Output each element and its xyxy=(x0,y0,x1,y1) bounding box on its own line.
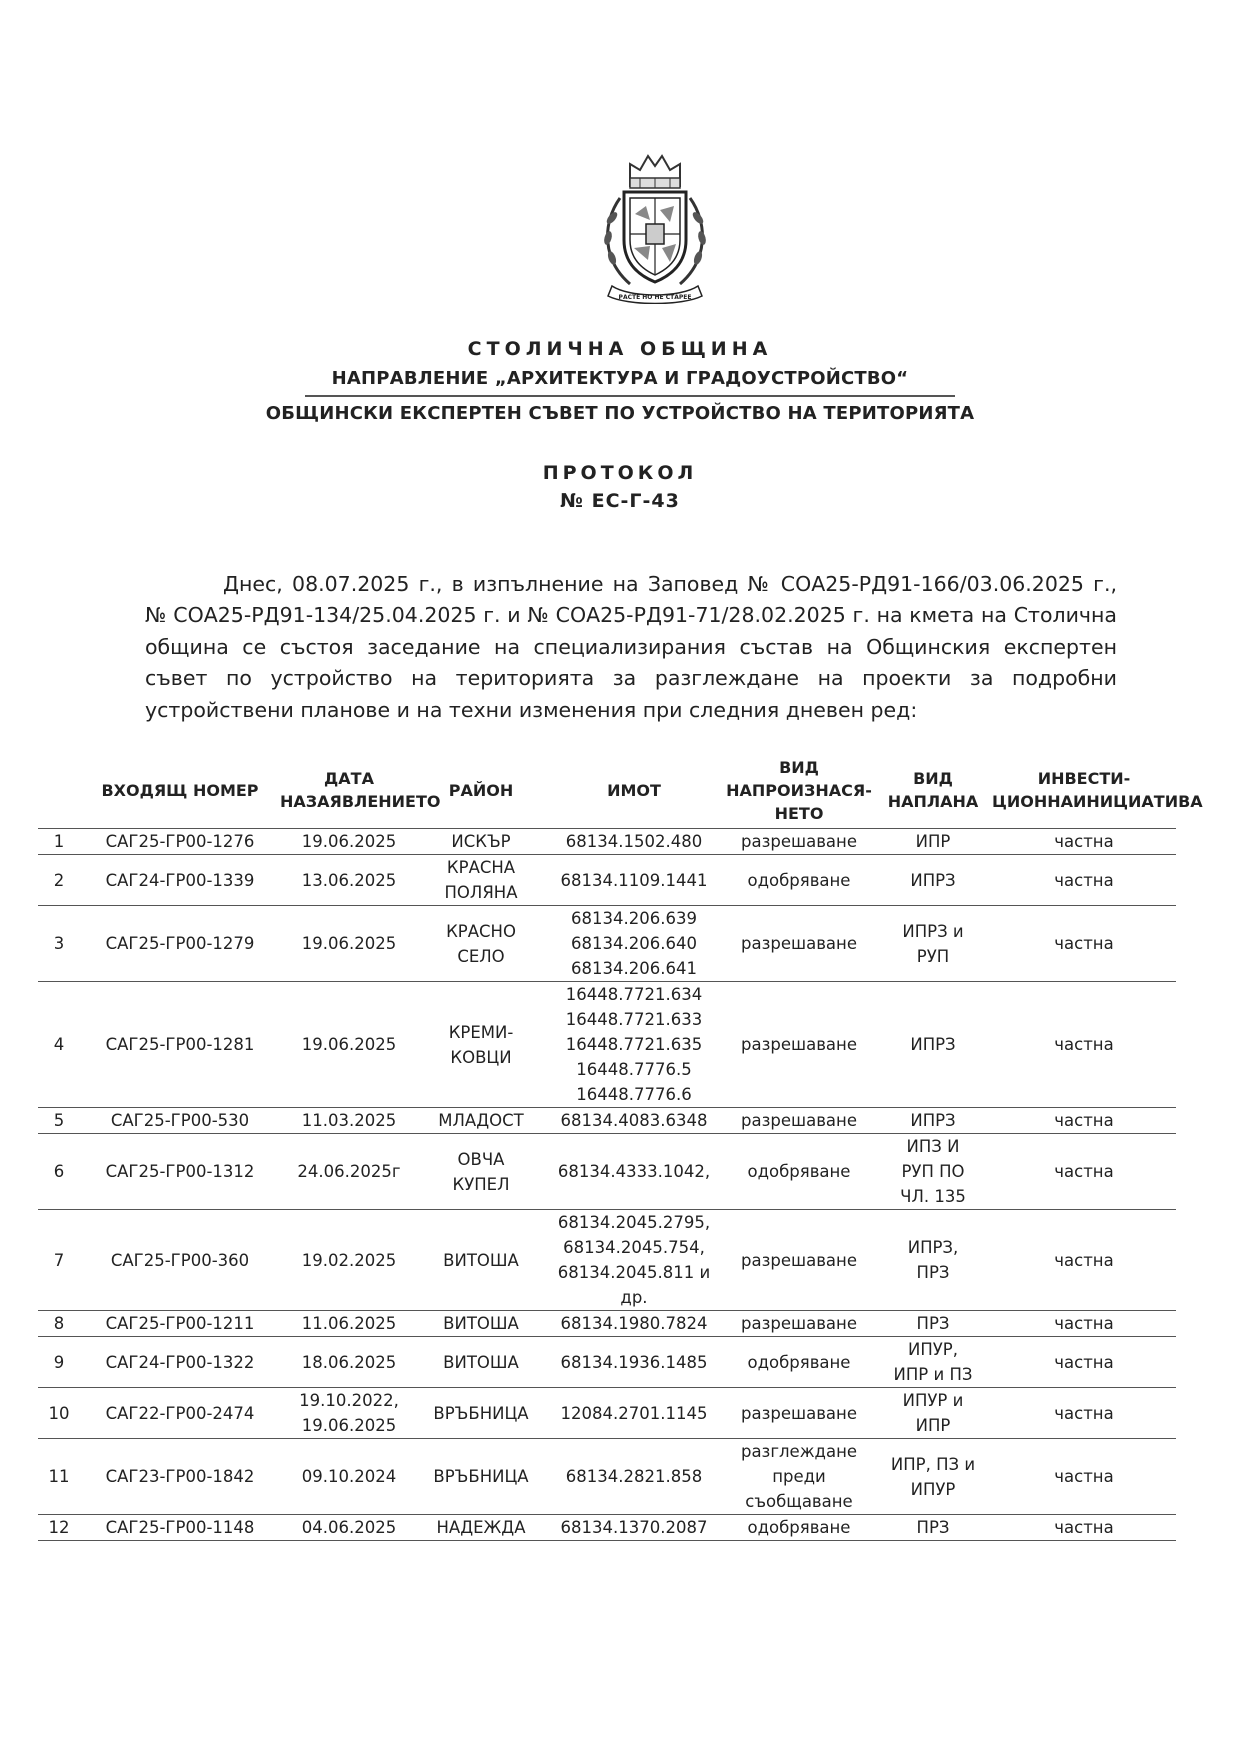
cell-num: 4 xyxy=(38,982,80,1108)
cell-district-line: ОВЧА xyxy=(457,1149,505,1169)
table-row xyxy=(38,1388,1176,1439)
cell-district-line: ВРЪБНИЦА xyxy=(433,1403,529,1423)
cell-decision xyxy=(724,1311,874,1337)
cell-district-line: ИСКЪР xyxy=(451,832,511,851)
cell-decision xyxy=(724,1439,874,1515)
cell-decision xyxy=(724,855,874,906)
cell-date-line: 04.06.2025 xyxy=(301,1518,397,1537)
cell-decision xyxy=(724,1337,874,1388)
cell-date-line: 19.06.2025 xyxy=(301,1416,397,1435)
table-row xyxy=(38,1311,1176,1337)
table-row xyxy=(38,1439,1176,1515)
cell-district-line: КРЕМИ- xyxy=(448,1022,514,1042)
cell-property xyxy=(544,1388,724,1439)
cell-decision-line: разрешаване xyxy=(741,832,857,851)
cell-plan-line: ИПУР xyxy=(910,1479,956,1499)
cell-num: 12 xyxy=(38,1515,80,1541)
cell-date xyxy=(280,906,418,982)
cell-property-line: 68134.1109.1441 xyxy=(560,870,708,890)
cell-plan-line: ИПУР, xyxy=(908,1340,958,1359)
cell-plan-line: ИПР и ПЗ xyxy=(893,1365,973,1384)
cell-plan-line: ИПРЗ xyxy=(910,1035,956,1054)
cell-date xyxy=(280,1388,418,1439)
cell-num: 2 xyxy=(38,855,80,906)
cell-district xyxy=(418,1311,544,1337)
cell-plan xyxy=(874,1210,992,1311)
header-plan-line: ПЛАНА xyxy=(913,792,979,811)
cell-property-line: 16448.7776.6 xyxy=(576,1085,692,1104)
cell-date-line: 18.06.2025 xyxy=(301,1352,397,1372)
cell-decision-line: разрешаване xyxy=(741,934,857,953)
table-row xyxy=(38,906,1176,982)
cell-incoming: САГ23-ГР00-1842 xyxy=(80,1439,280,1515)
cell-decision xyxy=(724,1388,874,1439)
crest-ribbon-text: РАСТЕ НО НЕ СТАРЕЕ xyxy=(618,294,692,301)
cell-initiative: частна xyxy=(992,982,1176,1108)
cell-district-line: КУПЕЛ xyxy=(452,1174,510,1194)
cell-plan xyxy=(874,906,992,982)
cell-property-line: 16448.7721.634 xyxy=(565,985,703,1004)
agenda-table-body xyxy=(38,829,1176,1541)
header-property: ИМОТ xyxy=(607,780,661,800)
cell-date xyxy=(280,982,418,1108)
cell-incoming: САГ25-ГР00-1148 xyxy=(80,1515,280,1541)
cell-plan-line: ИПУР и xyxy=(902,1391,964,1410)
cell-district-line: КРАСНО xyxy=(446,921,516,941)
cell-district xyxy=(418,1337,544,1388)
cell-date xyxy=(280,1134,418,1210)
cell-property xyxy=(544,1439,724,1515)
cell-property-line: 16448.7721.635 xyxy=(565,1035,703,1054)
cell-incoming: САГ25-ГР00-530 xyxy=(80,1108,280,1134)
cell-num: 7 xyxy=(38,1210,80,1311)
cell-incoming: САГ25-ГР00-360 xyxy=(80,1210,280,1311)
cell-district xyxy=(418,1210,544,1311)
cell-property xyxy=(544,1337,724,1388)
cell-district-line: ВИТОША xyxy=(443,1314,519,1333)
cell-plan xyxy=(874,1388,992,1439)
cell-decision xyxy=(724,906,874,982)
cell-district xyxy=(418,1439,544,1515)
header-incoming: ВХОДЯЩ НОМЕР xyxy=(101,780,259,800)
cell-decision-line: разглеждане xyxy=(740,1442,858,1461)
header-date xyxy=(280,752,441,829)
cell-date xyxy=(280,1439,418,1515)
header-initiative xyxy=(992,752,1203,829)
cell-plan xyxy=(874,982,992,1108)
cell-initiative: частна xyxy=(992,1311,1176,1337)
protocol-title: ПРОТОКОЛ xyxy=(542,462,698,484)
table-row xyxy=(38,855,1176,906)
cell-district-line: МЛАДОСТ xyxy=(438,1111,524,1130)
cell-plan xyxy=(874,1515,992,1541)
cell-date-line: 19.02.2025 xyxy=(301,1250,397,1270)
cell-decision-line: разрешаване xyxy=(741,1111,857,1130)
cell-num: 1 xyxy=(38,829,80,855)
sofia-coat-of-arms-logo xyxy=(590,148,720,304)
cell-plan-line: ИПРЗ xyxy=(910,870,956,890)
org-council: ОБЩИНСКИ ЕКСПЕРТЕН СЪВЕТ ПО УСТРОЙСТВО НА ТЕРИТОРИЯТА xyxy=(265,403,975,424)
cell-date-line: 11.03.2025 xyxy=(301,1111,397,1130)
cell-plan-line: ИПР xyxy=(915,1416,951,1435)
cell-property-line: 68134.2821.858 xyxy=(565,1467,703,1486)
table-row xyxy=(38,1134,1176,1210)
cell-plan-line: ИПРЗ xyxy=(910,1111,956,1130)
cell-decision xyxy=(724,982,874,1108)
cell-district-line: ВИТОША xyxy=(443,1250,519,1270)
cell-decision-line: разрешаване xyxy=(741,1250,857,1270)
cell-district xyxy=(418,1388,544,1439)
cell-decision xyxy=(724,1134,874,1210)
cell-num: 9 xyxy=(38,1337,80,1388)
cell-property xyxy=(544,1515,724,1541)
cell-property-line: 68134.2045.754, xyxy=(563,1238,705,1257)
header-initiative-line: ЦИОННА xyxy=(992,792,1073,811)
cell-plan-line: ИПЗ И xyxy=(906,1137,960,1156)
cell-district xyxy=(418,1108,544,1134)
header-initiative-line: ИНВЕСТИ- xyxy=(1037,769,1131,788)
cell-plan-line: ИПРЗ и xyxy=(902,921,964,941)
cell-date xyxy=(280,1108,418,1134)
table-row xyxy=(38,1337,1176,1388)
cell-property xyxy=(544,1108,724,1134)
cell-decision-line: разрешаване xyxy=(741,1403,857,1423)
intro-paragraph: Днес, 08.07.2025 г., в изпълнение на Заповед № СОА25-РД91-166/03.06.2025 г., № СОА25-РД91-134/25.04.2025 г. и № СОА25-РД91-71/28.02.2025 г. на кмета на Столична община се състоя заседание на специализирания състав на Общинския експертен съвет по устройство на територията за разглеждане на проекти за подробни устройствени планове и на техни изменения при следния дневен ред: xyxy=(145,571,1117,722)
cell-date xyxy=(280,829,418,855)
cell-date-line: 19.06.2025 xyxy=(301,832,397,851)
cell-property xyxy=(544,1311,724,1337)
cell-property-line: др. xyxy=(620,1288,648,1307)
cell-property-line: 68134.4333.1042, xyxy=(557,1162,711,1181)
cell-district xyxy=(418,855,544,906)
cell-decision-line: разрешаване xyxy=(741,1314,857,1333)
cell-decision xyxy=(724,1210,874,1311)
table-row xyxy=(38,1108,1176,1134)
cell-decision-line: съобщаване xyxy=(745,1492,853,1511)
header-date-line: ДАТА НА xyxy=(280,769,374,811)
cell-initiative: частна xyxy=(992,1439,1176,1515)
cell-initiative: частна xyxy=(992,1210,1176,1311)
cell-plan-line: ЧЛ. 135 xyxy=(900,1187,966,1206)
cell-num: 10 xyxy=(38,1388,80,1439)
cell-property-line: 12084.2701.1145 xyxy=(560,1403,708,1423)
cell-incoming: САГ25-ГР00-1279 xyxy=(80,906,280,982)
org-department: НАПРАВЛЕНИЕ „АРХИТЕКТУРА И ГРАДОУСТРОЙСТВО“ xyxy=(331,368,909,389)
table-row xyxy=(38,829,1176,855)
header-decision-line: ВИД НА xyxy=(726,757,819,800)
cell-initiative: частна xyxy=(992,1134,1176,1210)
cell-property xyxy=(544,829,724,855)
cell-property-line: 68134.2045.2795, xyxy=(557,1213,711,1232)
cell-incoming: САГ25-ГР00-1276 xyxy=(80,829,280,855)
cell-incoming: САГ22-ГР00-2474 xyxy=(80,1388,280,1439)
cell-property-line: 68134.4083.6348 xyxy=(560,1111,708,1130)
cell-property-line: 68134.1370.2087 xyxy=(560,1518,708,1537)
header-district: РАЙОН xyxy=(448,780,514,800)
cell-date xyxy=(280,855,418,906)
cell-plan-line: РУП ПО xyxy=(901,1162,965,1181)
cell-decision-line: разрешаване xyxy=(741,1035,857,1054)
cell-property-line: 68134.206.640 xyxy=(571,934,697,953)
cell-property-line: 68134.1936.1485 xyxy=(560,1352,708,1372)
cell-incoming: САГ24-ГР00-1339 xyxy=(80,855,280,906)
cell-property xyxy=(544,982,724,1108)
cell-district-line: СЕЛО xyxy=(457,946,505,966)
cell-district-line: КРАСНА xyxy=(446,858,516,877)
cell-num: 6 xyxy=(38,1134,80,1210)
header-decision xyxy=(724,752,874,829)
cell-incoming: САГ25-ГР00-1312 xyxy=(80,1134,280,1210)
cell-property xyxy=(544,1210,724,1311)
cell-num: 8 xyxy=(38,1311,80,1337)
cell-date-line: 19.06.2025 xyxy=(301,1035,397,1054)
cell-initiative: частна xyxy=(992,1515,1176,1541)
cell-date xyxy=(280,1337,418,1388)
cell-plan xyxy=(874,1337,992,1388)
cell-decision-line: одобряване xyxy=(747,870,851,890)
cell-plan xyxy=(874,1134,992,1210)
cell-property xyxy=(544,1134,724,1210)
cell-decision-line: одобряване xyxy=(747,1352,851,1372)
cell-plan-line: ПРЗ xyxy=(916,1314,950,1333)
cell-initiative: частна xyxy=(992,829,1176,855)
table-row xyxy=(38,1210,1176,1311)
cell-property-line: 16448.7776.5 xyxy=(576,1060,692,1079)
cell-num: 11 xyxy=(38,1439,80,1515)
cell-district-line: КОВЦИ xyxy=(450,1047,512,1067)
cell-num: 3 xyxy=(38,906,80,982)
cell-date-line: 13.06.2025 xyxy=(301,870,397,890)
cell-date xyxy=(280,1210,418,1311)
header-num xyxy=(38,752,80,829)
table-row xyxy=(38,1515,1176,1541)
cell-date-line: 09.10.2024 xyxy=(301,1467,397,1486)
cell-date-line: 11.06.2025 xyxy=(301,1314,397,1333)
cell-plan-line: РУП xyxy=(916,946,950,966)
cell-num: 5 xyxy=(38,1108,80,1134)
header-plan-line: ВИД НА xyxy=(887,769,953,811)
cell-plan-line: ИПР xyxy=(915,832,951,851)
cell-initiative: частна xyxy=(992,906,1176,982)
cell-property-line: 68134.1502.480 xyxy=(565,832,703,851)
cell-property-line: 68134.206.641 xyxy=(571,959,697,978)
header-plan xyxy=(874,752,992,829)
cell-district xyxy=(418,1515,544,1541)
cell-property-line: 68134.1980.7824 xyxy=(560,1314,708,1333)
cell-property xyxy=(544,906,724,982)
cell-initiative: частна xyxy=(992,1108,1176,1134)
agenda-table xyxy=(38,752,1203,1541)
cell-district-line: ПОЛЯНА xyxy=(444,883,518,902)
cell-property-line: 16448.7721.633 xyxy=(565,1010,703,1029)
cell-initiative: частна xyxy=(992,855,1176,906)
cell-incoming: САГ25-ГР00-1211 xyxy=(80,1311,280,1337)
cell-property xyxy=(544,855,724,906)
cell-date xyxy=(280,1515,418,1541)
cell-property-line: 68134.206.639 xyxy=(571,909,697,928)
cell-date-line: 19.06.2025 xyxy=(301,934,397,953)
cell-decision xyxy=(724,1108,874,1134)
cell-incoming: САГ25-ГР00-1281 xyxy=(80,982,280,1108)
table-row xyxy=(38,982,1176,1108)
cell-plan xyxy=(874,829,992,855)
header-initiative-line: ИНИЦИАТИВА xyxy=(1073,792,1203,811)
header-decision-line: ПРОИЗНАСЯ- xyxy=(751,780,872,800)
cell-decision-line: одобряване xyxy=(747,1518,851,1537)
cell-plan xyxy=(874,1439,992,1515)
header-divider xyxy=(305,395,955,397)
cell-district-line: ВИТОША xyxy=(443,1352,519,1372)
cell-district-line: ВРЪБНИЦА xyxy=(433,1467,529,1486)
org-name: СТОЛИЧНА ОБЩИНА xyxy=(467,338,773,360)
header-decision-line: НЕТО xyxy=(774,803,824,823)
cell-initiative: частна xyxy=(992,1337,1176,1388)
cell-decision-line: одобряване xyxy=(747,1162,851,1181)
cell-district-line: НАДЕЖДА xyxy=(436,1518,526,1537)
cell-date-line: 24.06.2025г xyxy=(297,1162,401,1181)
cell-date-line: 19.10.2022, xyxy=(299,1391,399,1410)
cell-plan xyxy=(874,1108,992,1134)
cell-decision xyxy=(724,1515,874,1541)
cell-plan-line: ИПР, ПЗ и xyxy=(890,1454,976,1474)
cell-date xyxy=(280,1311,418,1337)
cell-district xyxy=(418,829,544,855)
cell-incoming: САГ24-ГР00-1322 xyxy=(80,1337,280,1388)
cell-district xyxy=(418,1134,544,1210)
header-date-line: ЗАЯВЛЕНИЕТО xyxy=(305,792,441,811)
cell-decision-line: преди xyxy=(772,1467,826,1486)
protocol-number: № ЕС-Г-43 xyxy=(560,490,680,512)
cell-plan-line: ПРЗ xyxy=(916,1518,950,1537)
cell-district xyxy=(418,906,544,982)
cell-property-line: 68134.2045.811 и xyxy=(557,1263,711,1282)
cell-decision xyxy=(724,829,874,855)
cell-plan xyxy=(874,855,992,906)
cell-district xyxy=(418,982,544,1108)
cell-plan xyxy=(874,1311,992,1337)
cell-initiative: частна xyxy=(992,1388,1176,1439)
cell-plan-line: ПРЗ xyxy=(916,1263,950,1282)
cell-plan-line: ИПРЗ, xyxy=(907,1238,959,1257)
agenda-table-header xyxy=(38,752,1203,829)
